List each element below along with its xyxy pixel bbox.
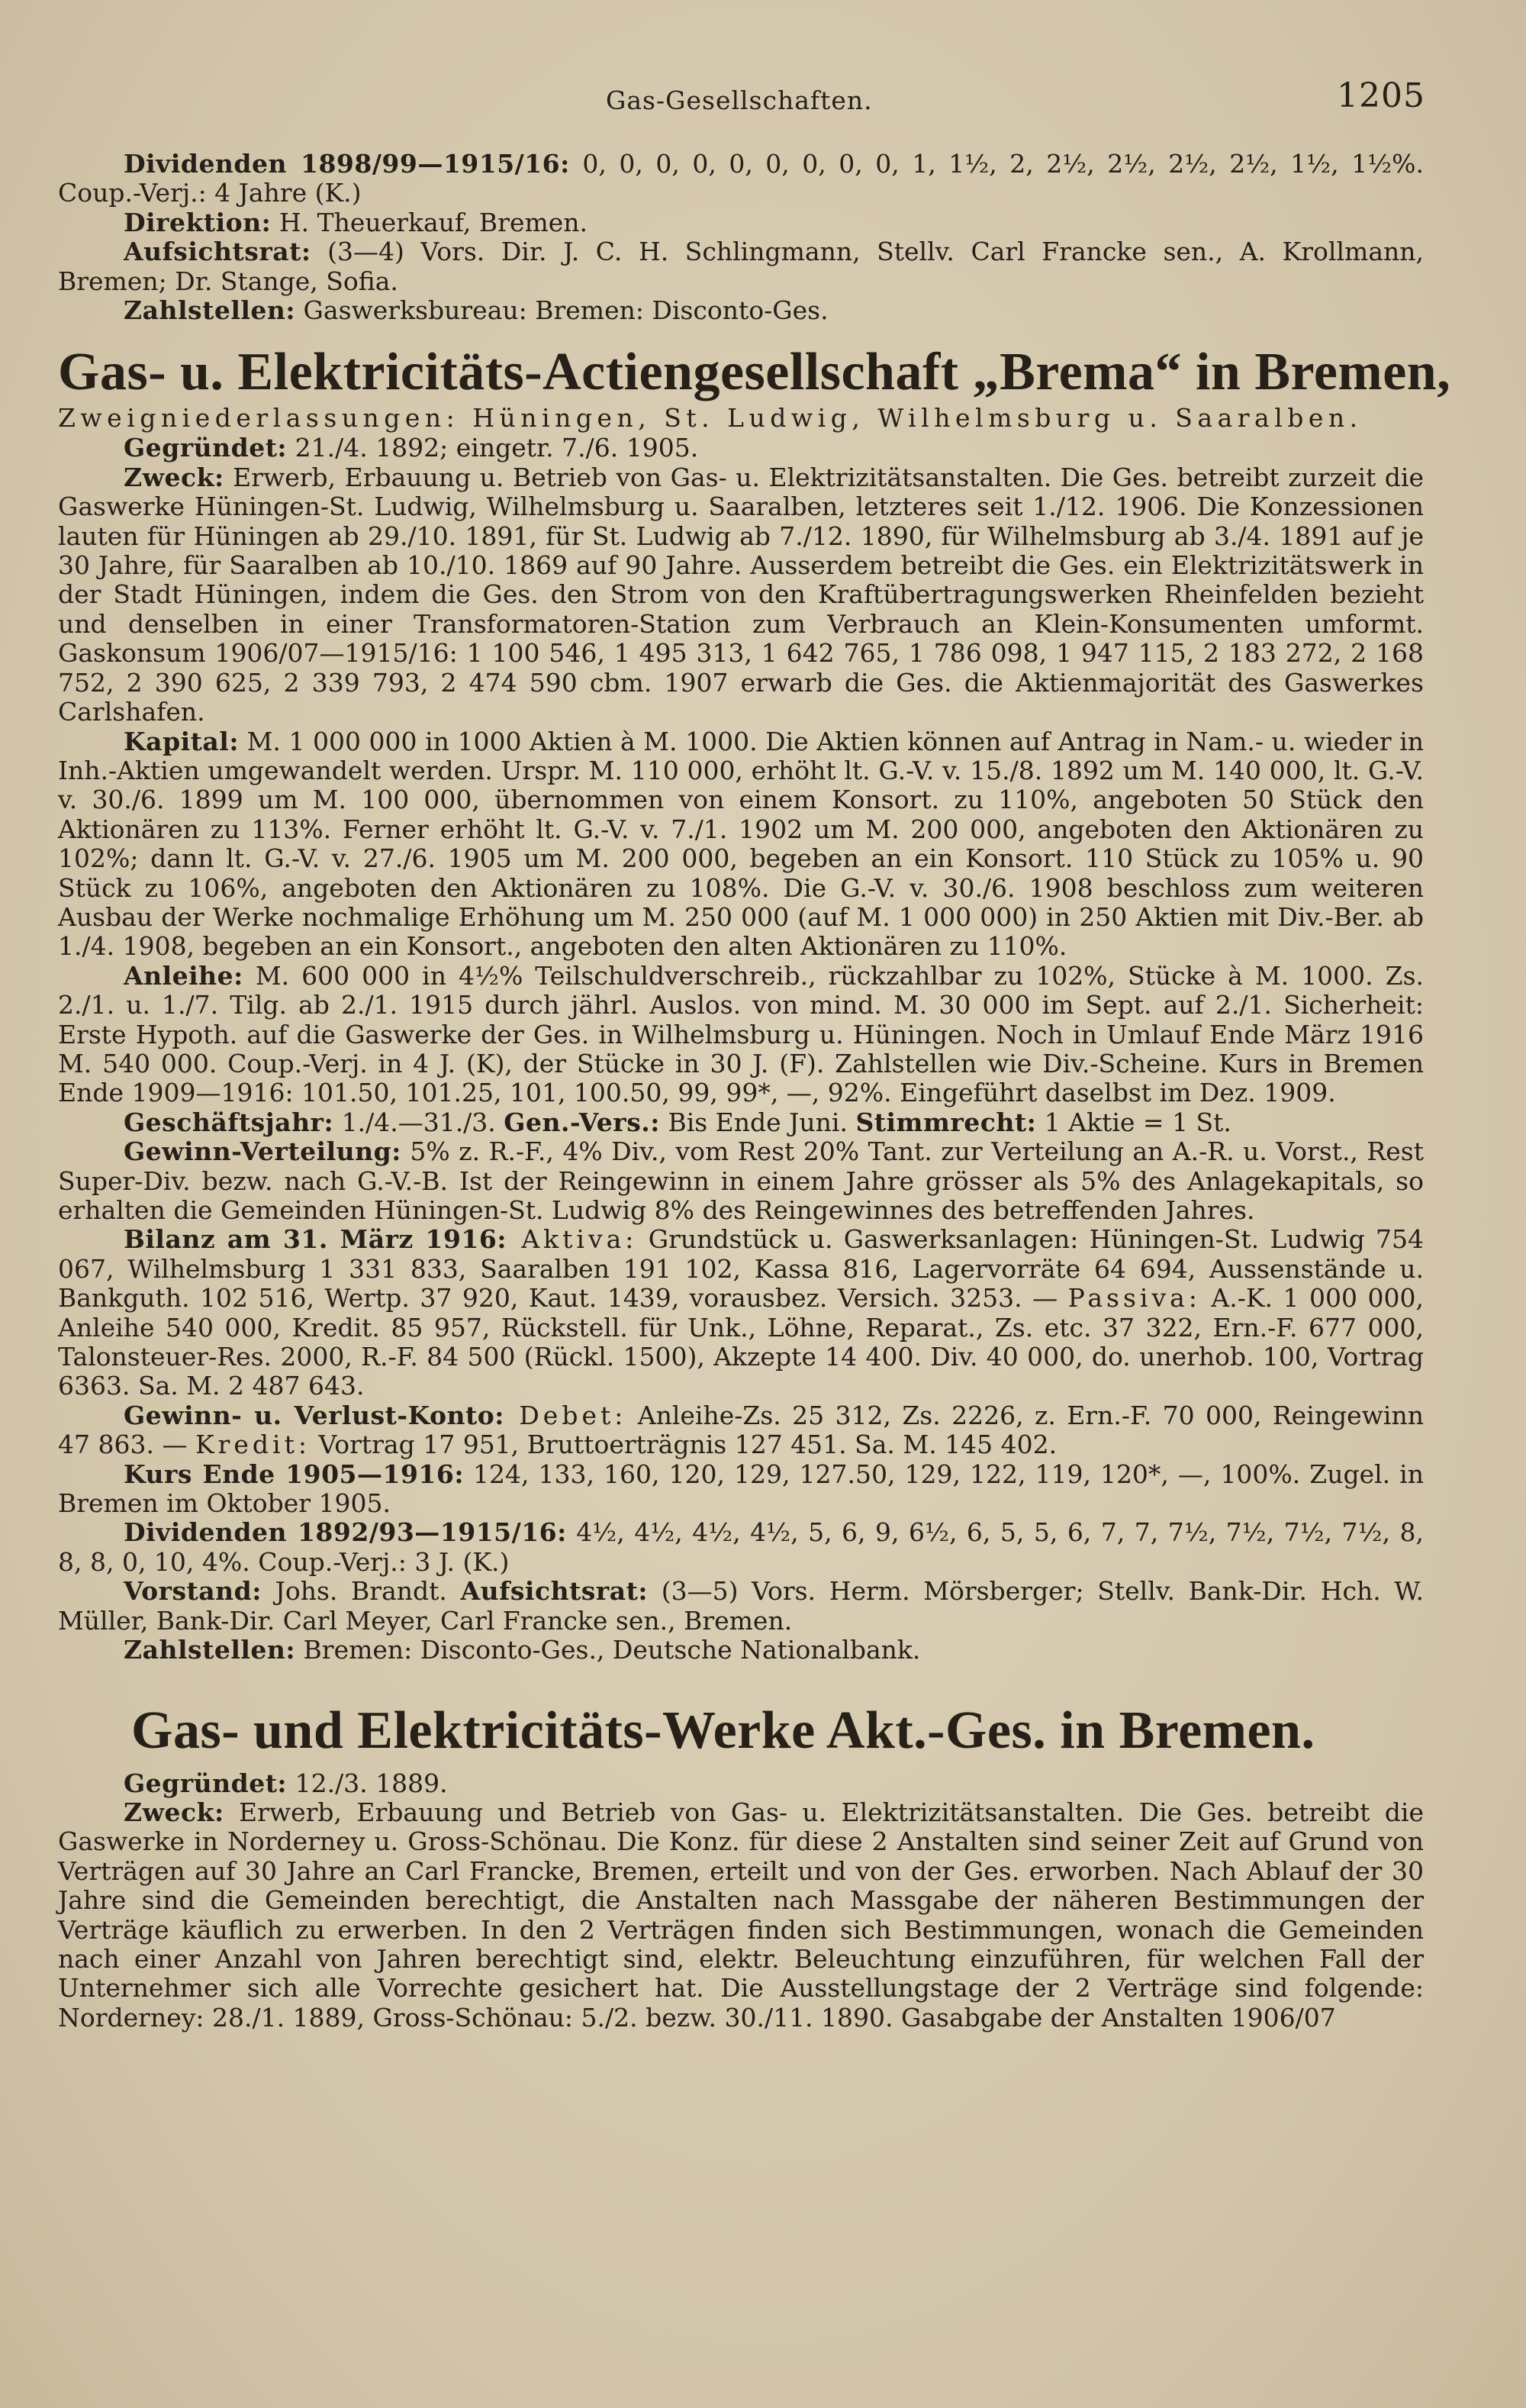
brema-entry	[58, 342, 1451, 1665]
brema-company-title: Gas- u. Elektricitäts-Actiengesellschaft „Brema“ in Bremen,	[58, 343, 1451, 402]
brema-profit-loss: Gewinn- u. Verlust-Konto: Debet: Anleihe-Zs. 25 312, Zs. 2226, z. Ern.-F. 70 000, Reingewinn 47 863. — Kredit: Vortrag 17 951, Bruttoerträgnis 127 451. Sa. M. 145 402.	[58, 1400, 1424, 1460]
section-title: Gas-Gesellschaften.	[606, 85, 873, 115]
brema-paying-agents: Zahlstellen: Bremen: Disconto-Ges., Deutsche Nationalbank.	[124, 1635, 921, 1665]
brema-purpose: Zweck: Erwerb, Erbauung u. Betrieb von Gas- u. Elektrizitätsanstalten. Die Ges. betreibt zurzeit die Gaswerke Hüningen-St. Ludwig, Wilhelmsburg u. Saaralben, letzteres seit 1./12. 1906. Die Konzessionen lauten für Hüningen ab 29./10. 1891, für St. Ludwig ab 7./12. 1890, für Wilhelmsburg ab 3./4. 1891 auf je 30 Jahre, für Saaralben ab 10./10. 1869 auf 90 Jahre. Ausserdem betreibt die Ges. ein Elektrizitätswerk in der Stadt Hüningen, indem die Ges. den Strom von den Kraftübertragungswerken Rheinfelden bezieht und denselben in einer Transformatoren-Station zum Verbrauch an Klein-Konsumenten umformt. Gaskonsum 1906/07—1915/16: 1 100 546, 1 495 313, 1 642 765, 1 786 098, 1 947 115, 2 183 272, 2 168 752, 2 390 625, 2 339 793, 2 474 590 cbm. 1907 erwarb die Ges. die Aktienmajorität des Gaswerkes Carlshafen.	[58, 462, 1424, 727]
running-head	[0, 76, 1526, 119]
previous-entry-continuation	[58, 150, 1424, 325]
gewerke-purpose: Zweck: Erwerb, Erbauung und Betrieb von Gas- u. Elektrizitätsanstalten. Die Ges. betreibt die Gaswerke in Norderney u. Gross-Schönau. Die Konz. für diese 2 Anstalten sind seiner Zeit auf Grund von Verträgen auf 30 Jahre an Carl Francke, Bremen, erteilt und von der Ges. erworben. Nach Ablauf der 30 Jahre sind die Gemeinden berechtigt, die Anstalten nach Massgabe der näheren Bestimmungen der Verträge käuflich zu erwerben. In den 2 Verträgen finden sich Bestimmungen, wonach die Gemeinden nach einer Anzahl von Jahren berechtigt sind, elektr. Beleuchtung einzuführen, für welchen Fall der Unternehmer sich alle Vorrechte gesichert hat. Die Ausstellungstage der 2 Verträge sind folgende: Norderney: 28./1. 1889, Gross-Schönau: 5./2. bezw. 30./11. 1890. Gasabgabe der Anstalten 1906/07	[58, 1797, 1424, 2032]
gewerke-company-title: Gas- und Elektricitäts-Werke Akt.-Ges. in Bremen.	[131, 1700, 1315, 1760]
prev-zahlstellen: Zahlstellen: Gaswerksbureau: Bremen: Disconto-Ges.	[124, 295, 829, 326]
prev-dividends: Dividenden 1898/99—1915/16: 0, 0, 0, 0, 0, 0, 0, 0, 0, 1, 1½, 2, 2½, 2½, 2½, 2½, 1½, 1½%. Coup.-Verj.: 4 Jahre (K.)	[58, 149, 1424, 208]
brema-founded: Gegründet: 21./4. 1892; eingetr. 7./6. 1905.	[124, 433, 699, 463]
brema-loan: Anleihe: M. 600 000 in 4½% Teilschuldverschreib., rückzahlbar zu 102%, Stücke à M. 1000. Zs. 2./1. u. 1./7. Tilg. ab 2./1. 1915 durch jährl. Auslos. von mind. M. 30 000 im Sept. auf 2./1. Sicherheit: Erste Hypoth. auf die Gaswerke der Ges. in Wilhelmsburg u. Hüningen. Noch in Umlauf Ende März 1916 M. 540 000. Coup.-Verj. in 4 J. (K), der Stücke in 30 J. (F). Zahlstellen wie Div.-Scheine. Kurs in Bremen Ende 1909—1916: 101.50, 101.25, 101, 100.50, 99, 99*, —, 92%. Eingeführt daselbst im Dez. 1909.	[58, 960, 1424, 1108]
page-number: 1205	[1337, 76, 1425, 115]
brema-capital: Kapital: M. 1 000 000 in 1000 Aktien à M. 1000. Die Aktien können auf Antrag in Nam.- u. wieder in Inh.-Aktien umgewandelt werden. Urspr. M. 110 000, erhöht lt. G.-V. v. 15./8. 1892 um M. 140 000, lt. G.-V. v. 30./6. 1899 um M. 100 000, übernommen von einem Konsort. zu 110%, angeboten 50 Stück den Aktionären zu 113%. Ferner erhöht lt. G.-V. v. 7./1. 1902 um M. 200 000, angeboten den Aktionären zu 102%; dann lt. G.-V. v. 27./6. 1905 um M. 200 000, begeben an ein Konsort. 110 Stück zu 105% u. 90 Stück zu 106%, angeboten den Aktionären zu 108%. Die G.-V. v. 30./6. 1908 beschloss zum weiteren Ausbau der Werke nochmalige Erhöhung um M. 250 000 (auf M. 1 000 000) in 250 Aktien mit Div.-Ber. ab 1./4. 1908, begeben an ein Konsort., angeboten den alten Aktionären zu 110%.	[58, 726, 1424, 962]
gewerke-founded: Gegründet: 12./3. 1889.	[124, 1768, 448, 1798]
brema-branches: Zweigniederlassungen: Hüningen, St. Ludwig, Wilhelmsburg u. Saaralben.	[58, 403, 1363, 434]
brema-share-price: Kurs Ende 1905—1916: 124, 133, 160, 120, 129, 127.50, 129, 122, 119, 120*, —, 100%. Zugel. in Bremen im Oktober 1905.	[58, 1459, 1424, 1519]
brema-balance-sheet: Bilanz am 31. März 1916: Aktiva: Grundstück u. Gaswerksanlagen: Hüningen-St. Ludwig 754 067, Wilhelmsburg 1 331 833, Saaralben 191 102, Kassa 816, Lagervorräte 64 694, Aussenstände u. Bankguth. 102 516, Wertp. 37 920, Kaut. 1439, vorausbez. Versich. 3253. — Passiva: A.-K. 1 000 000, Anleihe 540 000, Kredit. 85 957, Rückstell. für Unk., Löhne, Reparat., Zs. etc. 37 322, Ern.-F. 677 000, Talonsteuer-Res. 2000, R.-F. 84 500 (Rückl. 1500), Akzepte 14 400. Div. 40 000, do. unerhob. 100, Vortrag 6363. Sa. M. 2 487 643.	[58, 1224, 1425, 1401]
page-body	[58, 149, 1451, 2032]
prev-aufsichtsrat: Aufsichtsrat: (3—4) Vors. Dir. J. C. H. Schlingmann, Stellv. Carl Francke sen., A. Krollmann, Bremen; Dr. Stange, Sofia.	[58, 237, 1424, 296]
brema-dividends: Dividenden 1892/93—1915/16: 4½, 4½, 4½, 4½, 5, 6, 9, 6½, 6, 5, 5, 6, 7, 7, 7½, 7½, 7½, 7½, 8, 8, 8, 0, 10, 4%. Coup.-Verj.: 3 J. (K.)	[58, 1517, 1424, 1577]
gewerke-entry	[58, 1700, 1424, 2033]
brema-fiscal-year: Geschäftsjahr: 1./4.—31./3. Gen.-Vers.: Bis Ende Juni. Stimmrecht: 1 Aktie = 1 St.	[124, 1107, 1231, 1137]
brema-profit-distribution: Gewinn-Verteilung: 5% z. R.-F., 4% Div., vom Rest 20% Tant. zur Verteilung an A.-R. u. Vorst., Rest Super-Div. bezw. nach G.-V.-B. Ist der Reingewinn in einem Jahre grösser als 5% des Anlagekapitals, so erhalten die Gemeinden Hüningen-St. Ludwig 8% des Reingewinnes des betreffenden Jahres.	[58, 1136, 1424, 1225]
prev-direktion: Direktion: H. Theuerkauf, Bremen.	[124, 207, 588, 237]
brema-board: Vorstand: Johs. Brandt. Aufsichtsrat: (3—5) Vors. Herm. Mörsberger; Stellv. Bank-Dir. Hch. W. Müller, Bank-Dir. Carl Meyer, Carl Francke sen., Bremen.	[58, 1576, 1425, 1636]
